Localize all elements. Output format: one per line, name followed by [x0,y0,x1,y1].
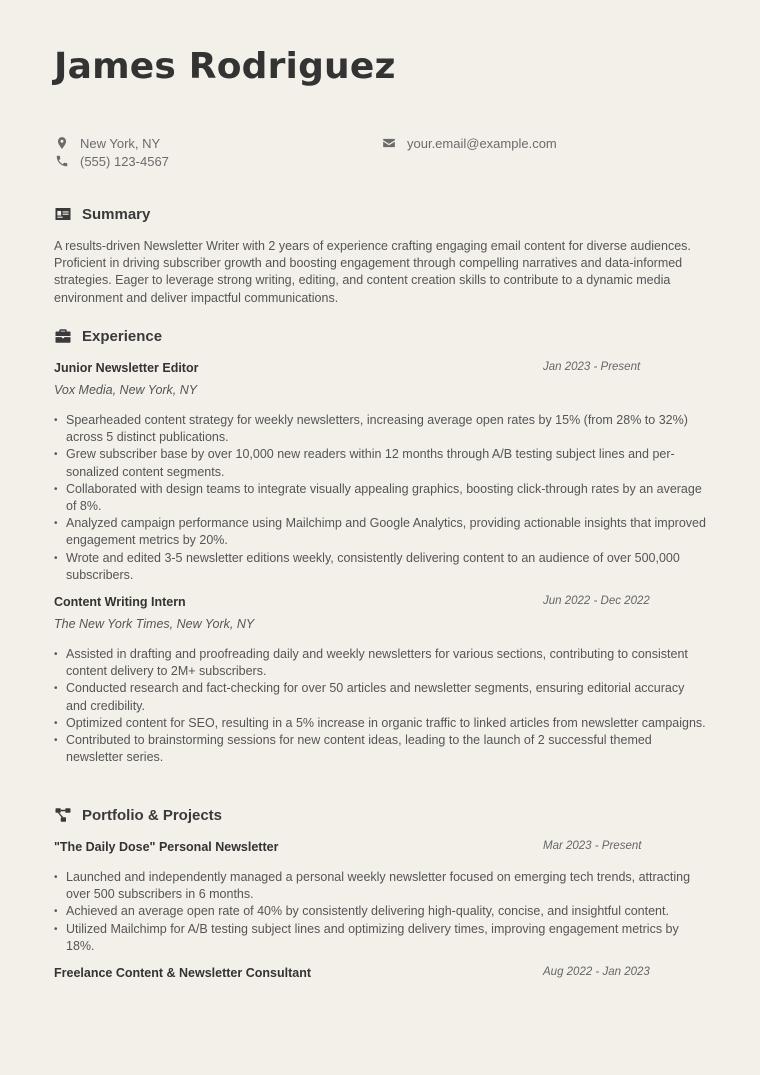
map-pin-icon [54,135,70,151]
email-link[interactable]: your.email@example.com [407,135,557,151]
summary-text: A results-driven Newsletter Writer with 2 years of experience crafting engaging email content for diverse audiences. Proficient in driving subscriber growth and boosting engagement through compelling narratives and data-informed strategies. Eager to leverage strong writing, editing, and content creation skills to contribute to a dynamic media environment and deliver impactful communications. [54,239,691,305]
list-item: • Wrote and edited 3-5 newsletter editions weekly, consistently delivering content to an audience of over 500,000 subscribers. [54,550,706,584]
list-item: • Achieved an average open rate of 40% by consistently delivering high-quality, concise, and insightful content. [54,903,706,920]
summary-title: Summary [82,205,151,223]
experience-title: Experience [82,327,163,345]
job-title: Content Writing Intern [54,595,186,609]
phone-icon [54,153,70,169]
job-organization: The New York Times, New York, NY [54,617,255,631]
briefcase-icon [54,327,72,345]
projects-heading [54,806,222,824]
job-organization: Vox Media, New York, NY [54,383,198,397]
list-item: • Assisted in drafting and proofreading daily and weekly newsletters for various sections, contributing to consistent content delivery to 2M+ subscribers. [54,646,706,680]
summary-heading [54,205,150,223]
candidate-name: James Rodriguez [54,46,396,87]
list-item: • Utilized Mailchimp for A/B testing subject lines and optimizing delivery times, improving engagement metrics by 18%. [54,921,706,955]
projects-title: Portfolio & Projects [82,806,223,824]
project-date: Aug 2022 - Jan 2023 [543,966,650,978]
experience-heading [54,327,162,345]
job-date: Jun 2022 - Dec 2022 [543,595,650,607]
location-text: New York, NY [80,135,161,151]
list-item: • Conducted research and fact-checking for over 50 articles and newsletter segments, ensuring editorial accuracy and credibility. [54,680,706,714]
project-title: "The Daily Dose" Personal Newsletter [54,840,279,854]
id-card-icon [54,205,72,223]
phone-text: (555) 123-4567 [80,153,169,169]
contact-phone [54,153,169,169]
list-item: • Analyzed campaign performance using Mailchimp and Google Analytics, providing actionable insights that improved engagement metrics by 20%. [54,515,706,549]
contact-location [54,135,160,151]
list-item: • Spearheaded content strategy for weekly newsletters, increasing average open rates by 15% (from 28% to 32%) across 5 distinct publications. [54,412,706,446]
envelope-icon [381,135,397,151]
job-title: Junior Newsletter Editor [54,361,199,375]
list-item: • Collaborated with design teams to integrate visually appealing graphics, boosting click-through rates by an average of 8%. [54,481,706,515]
list-item: • Launched and independently managed a personal weekly newsletter focused on emerging tech trends, attracting over 500 subscribers in 6 months. [54,869,706,903]
list-item: • Optimized content for SEO, resulting in a 5% increase in organic traffic to linked articles from newsletter campaigns. [54,715,706,732]
project-title: Freelance Content & Newsletter Consultant [54,966,311,980]
project-bullet-list [54,869,706,955]
job-date: Jan 2023 - Present [543,361,641,373]
project-date: Mar 2023 - Present [543,840,642,852]
job-bullet-list [54,412,706,584]
list-item: • Contributed to brainstorming sessions for new content ideas, leading to the launch of 2 successful themed newsletter series. [54,732,706,766]
job-bullet-list [54,646,706,766]
list-item: • Grew subscriber base by over 10,000 new readers within 12 months through A/B testing subject lines and personalized content segments. [54,446,706,480]
diagram-icon [54,806,72,824]
contact-email [381,135,557,151]
